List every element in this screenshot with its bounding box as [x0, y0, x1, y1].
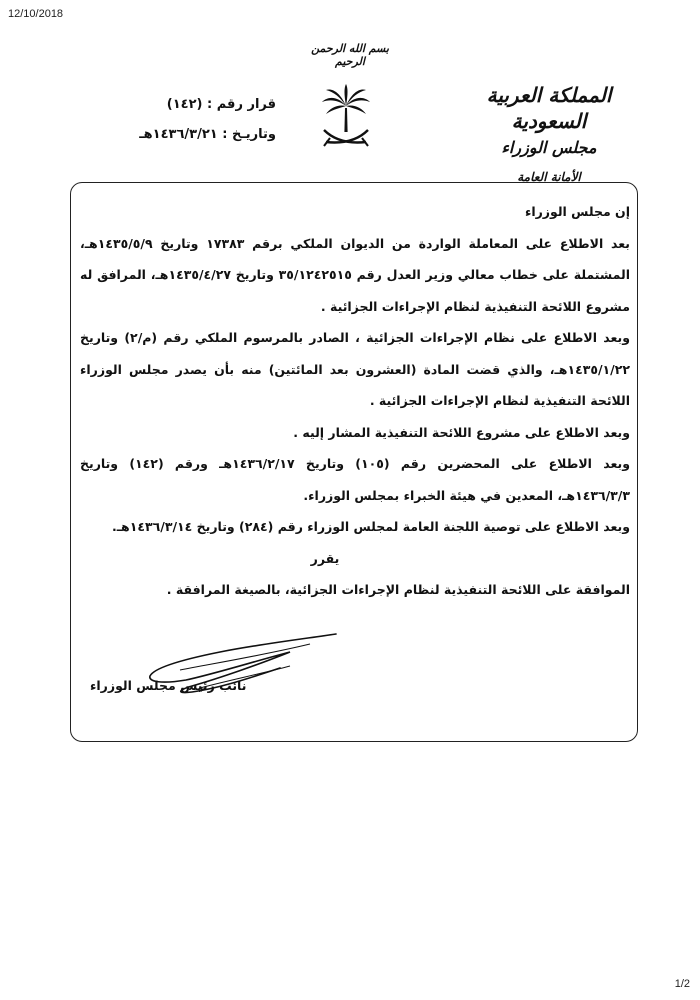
letterhead-right: [454, 82, 644, 186]
paragraph-4: وبعد الاطلاع على المحضرين رقم (١٠٥) وتاريخ ١٤٣٦/٢/١٧هـ ورقم (١٤٢) وتاريخ ١٤٣٦/٣/٣هـ، المعدين في هيئة الخبراء بمجلس الوزراء.: [80, 456, 630, 503]
basmala: بسم الله الرحمن الرحيم: [311, 42, 389, 68]
paragraph-1: بعد الاطلاع على المعاملة الواردة من الديوان الملكي برقم ١٧٣٨٣ وتاريخ ١٤٣٥/٥/٩هـ، المشتملة على خطاب معالي وزير العدل رقم ٣٥/١٢٤٢٥١٥ وتاريخ ١٤٣٥/٤/٢٧هـ، المرافق له مشروع اللائحة التنفيذية لنظام الإجراءات الجزائية .: [80, 235, 630, 314]
paragraph-5: وبعد الاطلاع على توصية اللجنة العامة لمجلس الوزراء رقم (٢٨٤) وتاريخ ١٤٣٦/٣/١٤هـ.: [112, 519, 630, 534]
page-number: 1/2: [674, 978, 690, 990]
saudi-emblem-icon: [318, 82, 374, 152]
kingdom-name: المملكة العربية السعودية: [486, 83, 612, 133]
decides-heading: يقرر: [310, 550, 340, 566]
paragraph-3: وبعد الاطلاع على مشروع اللائحة التنفيذية المشار إليه .: [293, 424, 630, 440]
council-name: مجلس الوزراء: [501, 138, 597, 157]
paragraph-2: وبعد الاطلاع على نظام الإجراءات الجزائية ، الصادر بالمرسوم الملكي رقم (م/٢) وتاريخ ١٤٣٥/١/٢٢هـ، والذي قضت المادة (العشرون بعد المائتين) منه بأن يصدر مجلس الوزراء اللائحة التنفيذية لنظام الإجراءات الجزائية .: [80, 330, 631, 408]
print-date: 12/10/2018: [8, 8, 64, 20]
opening-line: إن مجلس الوزراء: [524, 204, 630, 219]
resolution-text: الموافقة على اللائحة التنفيذية لنظام الإجراءات الجزائية، بالصيغة المرافقة .: [166, 582, 630, 597]
signatory-title: نائب رئيس مجلس الوزراء: [90, 678, 247, 693]
decision-number: قرار رقم : (١٤٢): [166, 97, 276, 112]
letterhead-left: [96, 90, 276, 150]
secretariat-name: الأمانة العامة: [517, 170, 581, 184]
decision-body: [80, 196, 630, 606]
decision-date: وتاريـخ : ١٤٣٦/٣/٢١هـ: [139, 127, 276, 142]
